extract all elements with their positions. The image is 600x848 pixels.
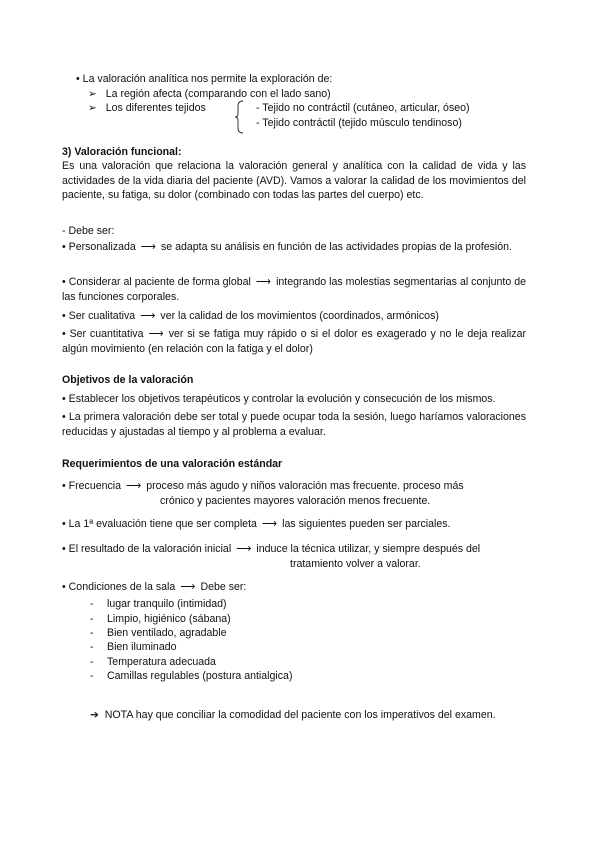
intro-line xyxy=(76,72,332,86)
term: • Ser cuantitativa xyxy=(62,328,144,340)
right-arrow-icon: ⟶ xyxy=(261,518,278,530)
curly-brace xyxy=(234,100,244,134)
desc: se adapta su análisis en función de las actividades propias de la profesión. xyxy=(160,241,512,253)
item-personalizada xyxy=(62,240,526,255)
right-arrow-icon: ⟶ xyxy=(126,480,142,492)
dash: - xyxy=(90,627,94,639)
dash: - xyxy=(90,598,94,610)
dash: - xyxy=(90,670,94,682)
dash: - xyxy=(90,656,94,668)
req-resultado-line2: tratamiento volver a valorar. xyxy=(290,558,421,570)
right-arrow-icon: ⟶ xyxy=(140,241,156,253)
dash: - xyxy=(90,613,94,625)
desc: integrando las molestias segmentarias al conjunto de las funciones corporales. xyxy=(62,276,526,303)
condicion-item xyxy=(90,669,293,683)
right-arrow-icon: ⟶ xyxy=(236,543,252,555)
condicion-item xyxy=(90,597,227,611)
condicion-text: Bien ventilado, agradable xyxy=(107,627,227,639)
term: • Ser cualitativa xyxy=(62,310,136,322)
desc: induce la técnica utilizar, y siempre después del xyxy=(256,543,481,555)
objetivo-1: • Establecer los objetivos terapéuticos y controlar la evolución y consecución de los mismos. xyxy=(62,393,496,405)
condicion-text: Camillas regulables (postura antialgica) xyxy=(107,670,293,682)
sub-marker-2: ➢ xyxy=(88,102,97,114)
req-frecuencia xyxy=(62,479,464,493)
bullet: • xyxy=(76,73,80,85)
req-resultado xyxy=(62,542,480,556)
term: • Condiciones de la sala xyxy=(62,581,176,593)
intro-text: La valoración analítica nos permite la exploración de: xyxy=(82,73,333,85)
sub-marker-1: ➢ xyxy=(88,88,97,100)
item-global xyxy=(62,275,526,305)
objetivo-2: • La primera valoración debe ser total y puede ocupar toda la sesión, luego haríamos valoraciones reducidas y ajustadas al tiempo y al problema a evaluar. xyxy=(62,411,526,438)
debe-ser-label: - Debe ser: xyxy=(62,225,115,237)
desc: ver la calidad de los movimientos (coordinados, armónicos) xyxy=(160,310,439,322)
desc: ver si se fatiga muy rápido o si el dolor es exagerado y no le deja realizar algún movimiento (en relación con la fatiga y el dolor) xyxy=(62,328,526,355)
term: • Considerar al paciente de forma global xyxy=(62,276,251,288)
intro-sub-region xyxy=(88,87,331,101)
right-arrow-icon: ⟶ xyxy=(255,276,272,288)
dash: - xyxy=(90,641,94,653)
funcional-paragraph: Es una valoración que relaciona la valoración general y analítica con la calidad de vida y las actividades de la vida diaria del paciente (AVD). Vamos a valorar la calidad de los movimientos del paciente, su fatiga, su dolor (combinado con todas las partes del cuerpo) etc. xyxy=(62,160,526,202)
desc: las siguientes pueden ser parciales. xyxy=(282,518,451,530)
term: • Frecuencia xyxy=(62,480,122,492)
term: • La 1ª evaluación tiene que ser completa xyxy=(62,518,257,530)
funcional-heading: 3) Valoración funcional: xyxy=(62,146,182,158)
right-arrow-icon: ⟶ xyxy=(148,328,164,340)
tissue-no-contractil: - Tejido no contráctil (cutáneo, articular, óseo) xyxy=(256,102,470,114)
nota-arrow-icon: ➔ xyxy=(90,709,99,721)
right-arrow-icon: ⟶ xyxy=(180,581,196,593)
desc: Debe ser: xyxy=(200,581,247,593)
req-primera xyxy=(62,517,451,531)
requerimientos-heading: Requerimientos de una valoración estándar xyxy=(62,458,283,470)
req-condiciones xyxy=(62,580,246,594)
sub-tejidos-text: Los diferentes tejidos xyxy=(105,102,206,114)
item-cualitativa xyxy=(62,309,439,323)
nota-text: NOTA hay que conciliar la comodidad del paciente con los imperativos del examen. xyxy=(104,709,496,721)
desc: proceso más agudo y niños valoración mas frecuente. proceso más xyxy=(146,480,464,492)
objetivos-heading: Objetivos de la valoración xyxy=(62,374,194,386)
condicion-item xyxy=(90,626,227,640)
item-cuantitativa xyxy=(62,327,526,357)
term: • Personalizada xyxy=(62,241,136,253)
condicion-item xyxy=(90,655,216,669)
nota-line xyxy=(90,708,496,722)
req-frecuencia-line2: crónico y pacientes mayores valoración menos frecuente. xyxy=(160,495,431,507)
sub-region-text: La región afecta (comparando con el lado sano) xyxy=(105,88,331,100)
term: • El resultado de la valoración inicial xyxy=(62,543,232,555)
condicion-text: lugar tranquilo (intimidad) xyxy=(107,598,227,610)
condicion-item xyxy=(90,612,231,626)
condicion-text: Bien iluminado xyxy=(107,641,177,653)
condicion-text: Limpio, higiénico (sábana) xyxy=(107,613,231,625)
right-arrow-icon: ⟶ xyxy=(140,310,156,322)
tissue-contractil: - Tejido contráctil (tejido músculo tendinoso) xyxy=(256,117,462,129)
condicion-text: Temperatura adecuada xyxy=(107,656,216,668)
condicion-item xyxy=(90,640,177,654)
intro-sub-tejidos xyxy=(88,101,206,115)
